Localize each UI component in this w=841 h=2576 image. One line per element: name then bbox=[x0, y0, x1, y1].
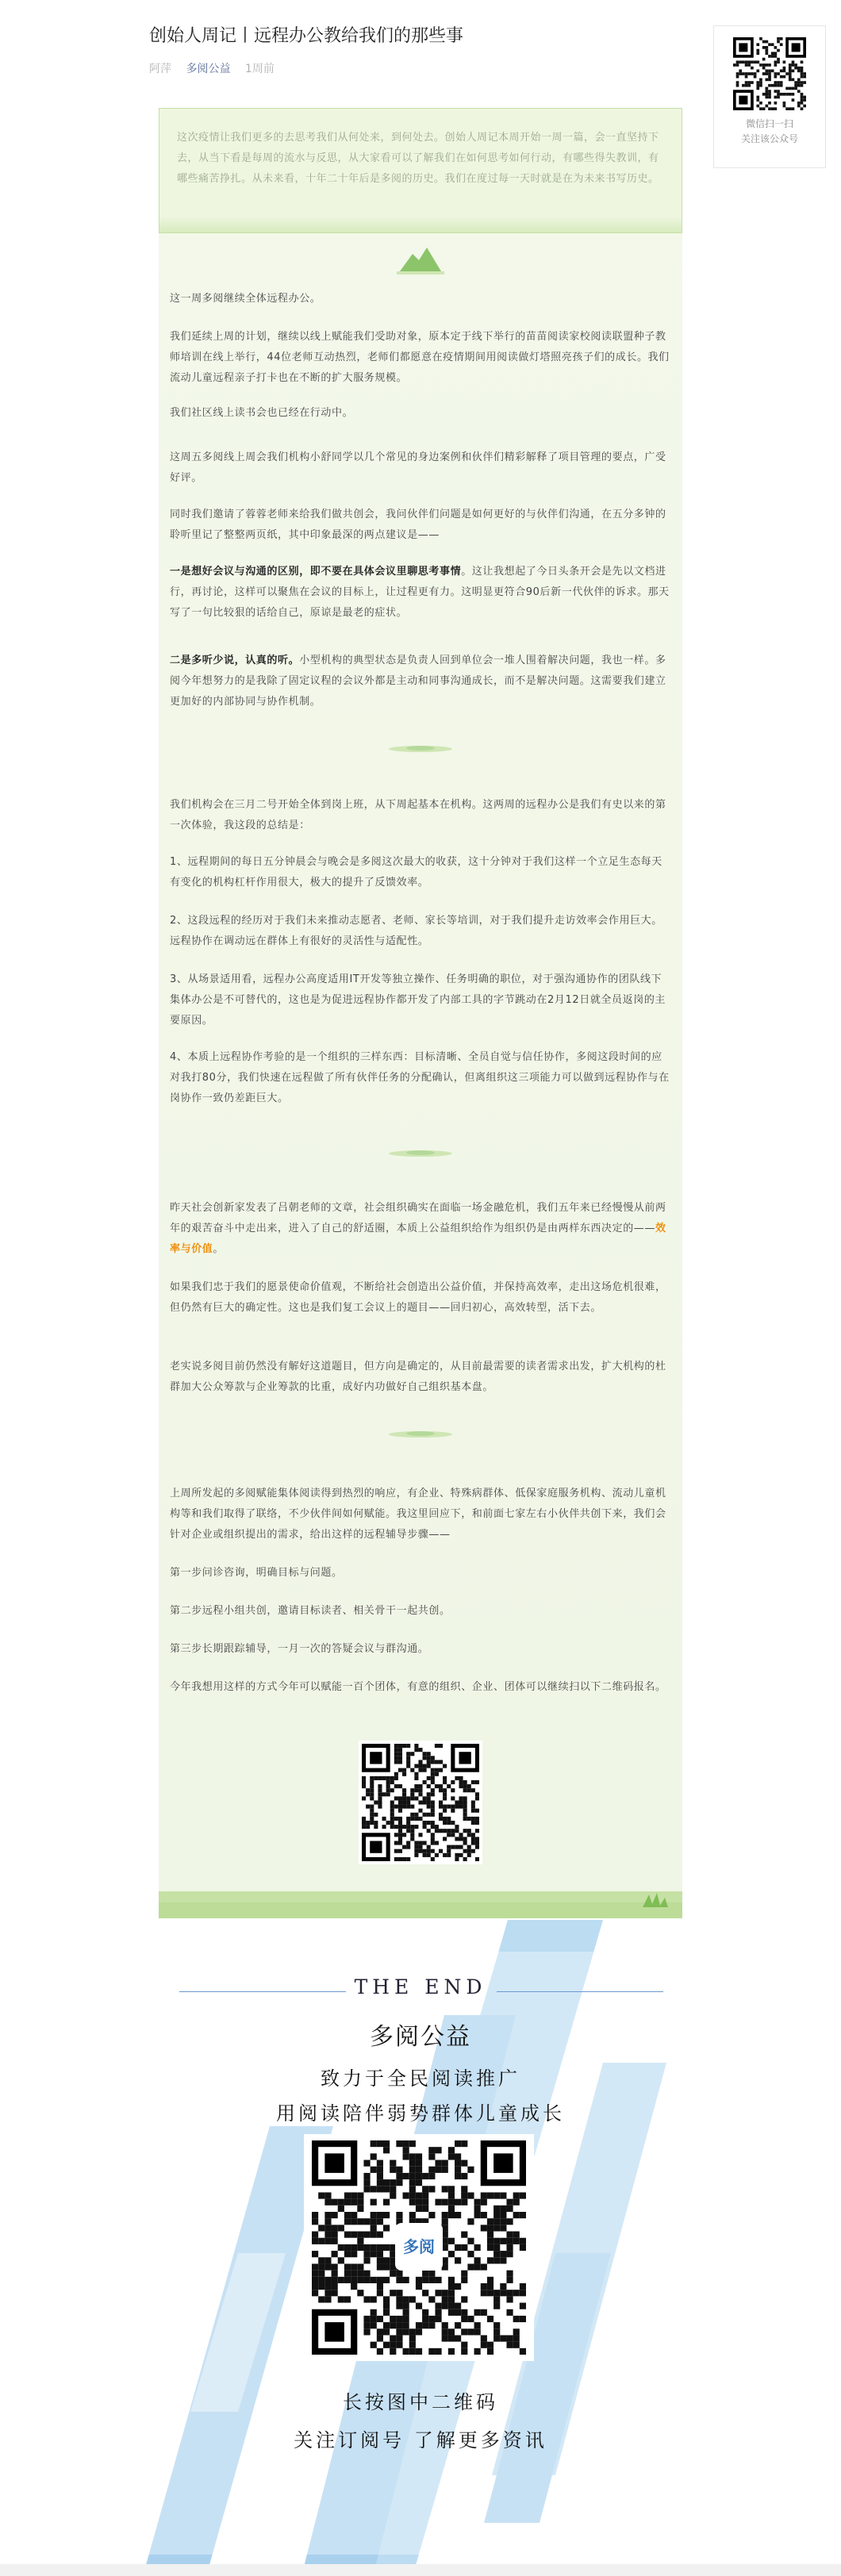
article-body bbox=[159, 108, 682, 1918]
qr-caption-line1: 微信扫一扫 bbox=[745, 118, 793, 129]
the-end-heading: THE END bbox=[354, 1975, 487, 1998]
paragraph: 这一周多阅继续全体远程办公。 bbox=[170, 293, 321, 305]
cta-line2: 关注订阅号 了解更多资讯 bbox=[294, 2429, 547, 2451]
qr-code-icon bbox=[362, 1744, 479, 1861]
paragraph: 这周五多阅线上周会我们机构小舒同学以几个常见的身边案例和伙伴们精彩解释了项目管理的要点，广受好评。 bbox=[170, 451, 666, 484]
paragraph: 上周所发起的多阅赋能集体阅读得到热烈的响应，有企业、特殊病群体、低保家庭服务机构、流动儿童机构等和我们取得了联络，不少伙伴间如何赋能。我这里回应下，和前面七家左右小伙伴共创下来，我们会针对企业或组织提出的需求，给出这样的远程辅导步骤—— bbox=[170, 1488, 666, 1541]
intro-brush-decoration bbox=[159, 217, 682, 232]
paragraph bbox=[170, 651, 671, 712]
slogan-line1: 致力于全民阅读推广 bbox=[321, 2067, 520, 2090]
account-link[interactable]: 多阅公益 bbox=[186, 63, 231, 75]
intro-text: 这次疫情让我们更多的去思考我们从何处来，到何处去。创始人周记本周开始一周一篇，会一直坚持下去，从当下看是每周的流水与反思，从大家看可以了解我们在如何思考如何行动，有哪些得失教训，有哪些痛苦挣扎。从未来看，十年二十年后是多阅的历史。我们在度过每一天时就是在为未来书写历史。 bbox=[177, 132, 659, 185]
qr-logo: 多阅 bbox=[395, 2223, 443, 2271]
publish-time: 1周前 bbox=[244, 63, 275, 75]
paragraph: 我们机构会在三月二号开始全体到岗上班，从下周起基本在机构。这两周的远程办公是我们有史以来的第一次体验，我这段的总结是： bbox=[170, 799, 666, 831]
paragraph: 老实说多阅目前仍然没有解好这道题目，但方向是确定的，从目前最需要的读者需求出发，扩大机构的杜群加大公众筹款与企业筹款的比重，成好内功做好自己组织基本盘。 bbox=[170, 1361, 666, 1393]
paragraph-text: 。 bbox=[213, 1243, 225, 1255]
paragraph: 我们社区线上读书会也已经在行动中。 bbox=[170, 407, 354, 419]
end-card bbox=[0, 1920, 841, 2576]
paragraph: 第一步问诊咨询，明确目标与问题。 bbox=[170, 1567, 343, 1579]
paragraph-bold: 二是多听少说，认真的听。 bbox=[170, 655, 300, 666]
highlight-text: 效率与价值 bbox=[170, 1223, 666, 1255]
author-name: 阿萍 bbox=[149, 63, 171, 75]
follow-qr-panel bbox=[713, 25, 826, 168]
qr-caption-line2: 关注该公众号 bbox=[740, 133, 798, 144]
wave-deco-icon bbox=[159, 743, 682, 758]
paragraph: 同时我们邀请了蓉蓉老师来给我们做共创会，我问伙伴们问题是如何更好的与伙伴们沟通，在五分多钟的聆听里记了整整两页纸，其中印象最深的两点建议是—— bbox=[170, 509, 666, 541]
cta-line1: 长按图中二维码 bbox=[343, 2391, 498, 2413]
paragraph-text: 昨天社会创新家发表了吕朝老师的文章，社会组织确实在面临一场金融危机，我们五年来已经慢慢从前两年的艰苦奋斗中走出来，进入了自己的舒适圈，本质上公益组织给作为组织仍是由两样东西决定的—— bbox=[170, 1202, 666, 1234]
org-name: 多阅公益 bbox=[370, 2023, 471, 2051]
paragraph: 3、从场景适用看，远程办公高度适用IT开发等独立操作、任务明确的职位，对于强沟通协作的团队线下集体办公是不可替代的，这也是为促进远程协作都开发了内部工具的字节跳动在2月12日就全员返岗的主要原因。 bbox=[170, 973, 666, 1027]
paragraph: 今年我想用这样的方式今年可以赋能一百个团体，有意的组织、企业、团体可以继续扫以下二维码报名。 bbox=[170, 1681, 666, 1693]
grass-deco-icon bbox=[159, 1891, 682, 1918]
paragraph: 1、远程期间的每日五分钟晨会与晚会是多阅这次最大的收获，这十分钟对于我们这样一个立足生态每天有变化的机构杠杆作用很大，极大的提升了反馈效率。 bbox=[170, 856, 662, 889]
paragraph-bold: 一是想好会议与沟通的区别，即不要在具体会议里聊思考事情 bbox=[170, 566, 462, 578]
mountain-deco-icon bbox=[159, 243, 682, 278]
paragraph: 4、本质上远程协作考验的是一个组织的三样东西：目标清晰、全员自觉与信任协作，多阅这段时间的应对我打80分，我们快速在远程做了所有伙伴任务的分配确认，但离组织这三项能力可以做到远程协作与在岗协作一致仍差距巨大。 bbox=[170, 1051, 670, 1104]
intro-box bbox=[159, 108, 682, 233]
article-meta bbox=[149, 60, 286, 76]
wave-deco-icon bbox=[159, 1428, 682, 1444]
paragraph: 第二步远程小组共创，邀请目标读者、相关骨干一起共创。 bbox=[170, 1605, 451, 1617]
paragraph bbox=[170, 1198, 671, 1260]
paragraph bbox=[170, 562, 671, 624]
paragraph-rest: 。这让我想起了今日头条开会是先以文档进行，再讨论，这样可以聚焦在会议的目标上，让过程更有力。这明显更符合90后新一代伙伴的诉求。那天写了一句比较狠的话给自己，原谅是最老的症状。 bbox=[170, 566, 670, 619]
paragraph: 我们延续上周的计划，继续以线上赋能我们受助对象，原本定于线下举行的苗苗阅读家校阅读联盟种子教师培训在线上举行，44位老师互动热烈，老师们都愿意在疫情期间用阅读做灯塔照亮孩子们的成长。我们流动儿童远程亲子打卡也在不断的扩大服务规模。 bbox=[170, 331, 670, 384]
paragraph-rest: 小型机构的典型状态是负责人回到单位会一堆人围着解决问题，我也一样。多阅今年想努力的是我除了固定议程的会议外都是主动和同事沟通成长，而不是解决问题。这需要我们建立更加好的内部协同与协作机制。 bbox=[170, 655, 666, 708]
slogan-line2: 用阅读陪伴弱势群体儿童成长 bbox=[276, 2102, 565, 2125]
signup-qr-code[interactable] bbox=[359, 1741, 482, 1864]
wave-deco-icon bbox=[159, 1147, 682, 1163]
paragraph: 如果我们忠于我们的愿景使命价值观，不断给社会创造出公益价值，并保持高效率，走出这场危机很难，但仍然有巨大的确定性。这也是我们复工会议上的题目——回归初心，高效转型，活下去。 bbox=[170, 1281, 666, 1314]
qr-code-icon[interactable] bbox=[733, 37, 806, 110]
paragraph: 第三步长期跟踪辅导，一月一次的答疑会议与群沟通。 bbox=[170, 1643, 429, 1655]
article-title: 创始人周记丨远程办公教给我们的那些事 bbox=[149, 26, 464, 46]
subscribe-qr-code[interactable] bbox=[304, 2134, 534, 2361]
paragraph: 2、这段远程的经历对于我们未来推动志愿者、老师、家长等培训，对于我们提升走访效率会作用巨大。远程协作在调动远在群体上有很好的灵活性与适配性。 bbox=[170, 915, 662, 947]
page-footer bbox=[0, 2564, 841, 2576]
